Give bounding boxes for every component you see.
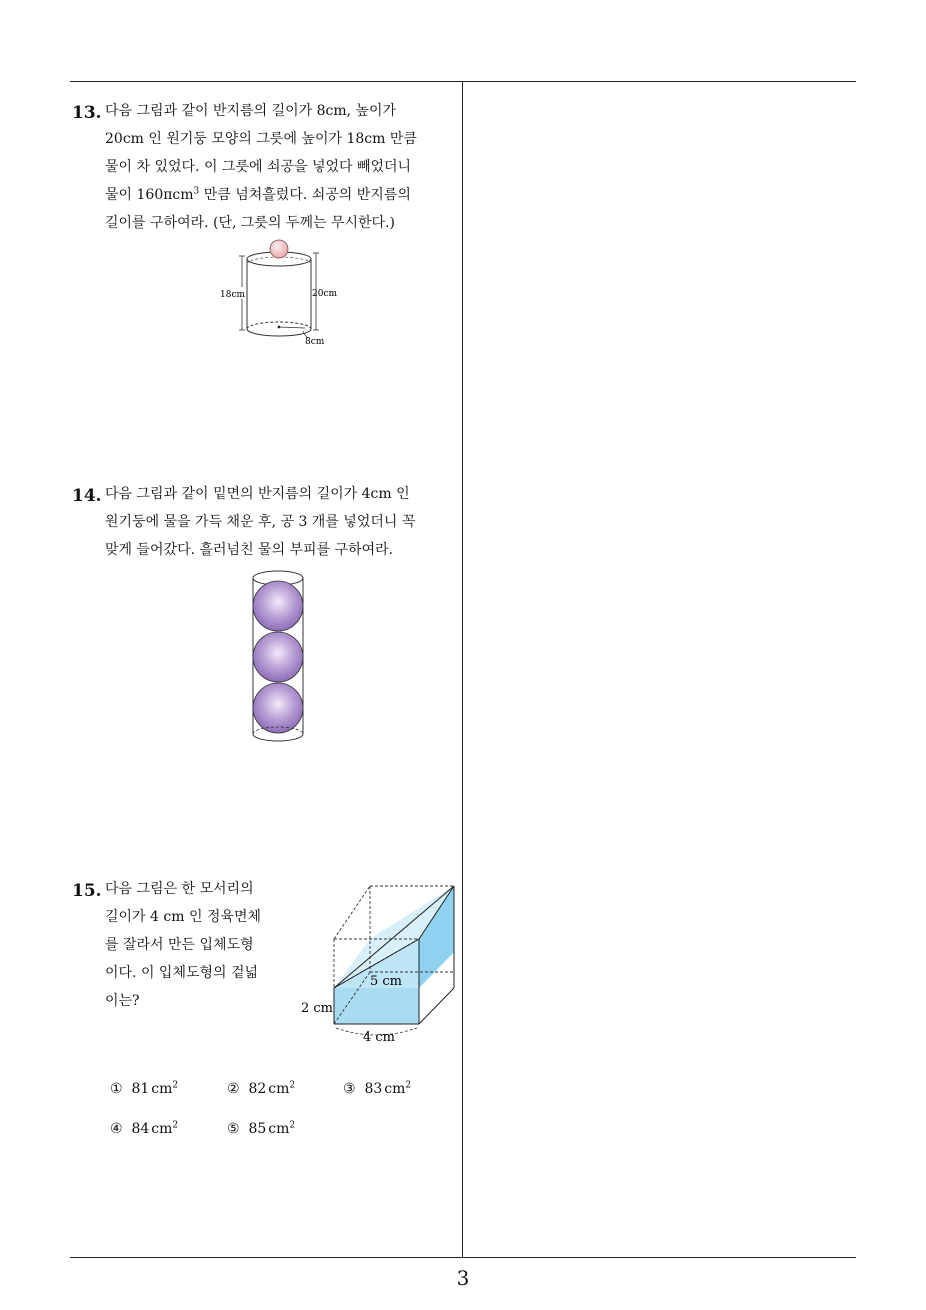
cut-cube-figure (298, 880, 463, 1050)
question-15-line: 이다. 이 입체도형의 겉넓 (105, 965, 259, 981)
choice-value: 84 (131, 1121, 150, 1137)
choice-5[interactable] (227, 1121, 295, 1137)
question-13-line: 20cm 인 원기둥 모양의 그릇에 높이가 18cm 만큼 (105, 131, 417, 147)
question-14-line: 맞게 들어갔다. 흘러넘친 물의 부피를 구하여라. (105, 542, 394, 558)
choice-exponent: 2 (405, 1080, 412, 1091)
choice-1[interactable] (110, 1081, 178, 1097)
question-15-line: 이는? (105, 993, 140, 1009)
choice-value: 83 (364, 1081, 383, 1097)
label-8cm: 8cm (305, 337, 325, 347)
choice-exponent: 2 (289, 1120, 296, 1131)
choice-marker: ④ (110, 1121, 123, 1137)
choice-exponent: 2 (172, 1120, 179, 1131)
top-rule (70, 81, 856, 82)
choice-unit: cm (151, 1081, 173, 1097)
label-18cm: 18cm (220, 290, 246, 300)
question-14-line: 원기둥에 물을 가득 채운 후, 공 3 개를 넣었더니 꼭 (105, 514, 416, 530)
choice-unit: cm (268, 1081, 290, 1097)
question-14-text (105, 480, 415, 564)
cylinder-ball-figure (215, 236, 345, 351)
choice-marker: ⑤ (227, 1121, 240, 1137)
column-divider (462, 81, 463, 1258)
question-13-line: 다음 그림과 같이 반지름의 길이가 8cm, 높이가 (105, 103, 397, 119)
bottom-rule (70, 1257, 856, 1258)
choice-value: 81 (131, 1081, 150, 1097)
label-5cm: 5 cm (370, 974, 403, 989)
choice-value: 82 (248, 1081, 267, 1097)
question-13-number: 13. (72, 103, 102, 123)
choice-3[interactable] (343, 1081, 411, 1097)
question-15-line: 다음 그림은 한 모서리의 (105, 881, 254, 897)
question-13-line: 물이 160πcm$^3$ 만큼 넘쳐흘렀다. 쇠공의 반지름의 (105, 186, 411, 203)
sphere (253, 581, 303, 631)
choice-exponent: 2 (172, 1080, 179, 1091)
question-15-line: 길이가 4 cm 인 정육면체 (105, 909, 262, 925)
choice-4[interactable] (110, 1121, 178, 1137)
question-14-line: 다음 그림과 같이 밑면의 반지름의 길이가 4cm 인 (105, 486, 410, 502)
choice-2[interactable] (227, 1081, 295, 1097)
choice-marker: ③ (343, 1081, 356, 1097)
label-2cm: 2 cm (301, 1001, 334, 1016)
question-15-text (105, 875, 261, 1015)
choice-exponent: 2 (289, 1080, 296, 1091)
page-number: 3 (456, 1266, 470, 1290)
choice-unit: cm (384, 1081, 406, 1097)
question-13-line: 물이 차 있었다. 이 그릇에 쇠공을 넣었다 빼었더니 (105, 159, 412, 175)
question-15-number: 15. (72, 881, 102, 901)
question-14-number: 14. (72, 486, 102, 506)
label-4cm: 4 cm (363, 1030, 396, 1045)
choice-marker: ① (110, 1081, 123, 1097)
question-13-line: 길이를 구하여라. (단, 그릇의 두께는 무시한다.) (105, 215, 395, 231)
choice-marker: ② (227, 1081, 240, 1097)
question-13-text (105, 97, 417, 237)
choice-unit: cm (268, 1121, 290, 1137)
choice-unit: cm (151, 1121, 173, 1137)
steel-ball (270, 240, 288, 258)
sphere (253, 632, 303, 682)
question-15-line: 를 잘라서 만든 입체도형 (105, 937, 254, 953)
label-20cm: 20cm (312, 289, 338, 299)
sphere (253, 683, 303, 733)
cylinder-three-spheres-figure (248, 566, 312, 746)
choice-value: 85 (248, 1121, 267, 1137)
